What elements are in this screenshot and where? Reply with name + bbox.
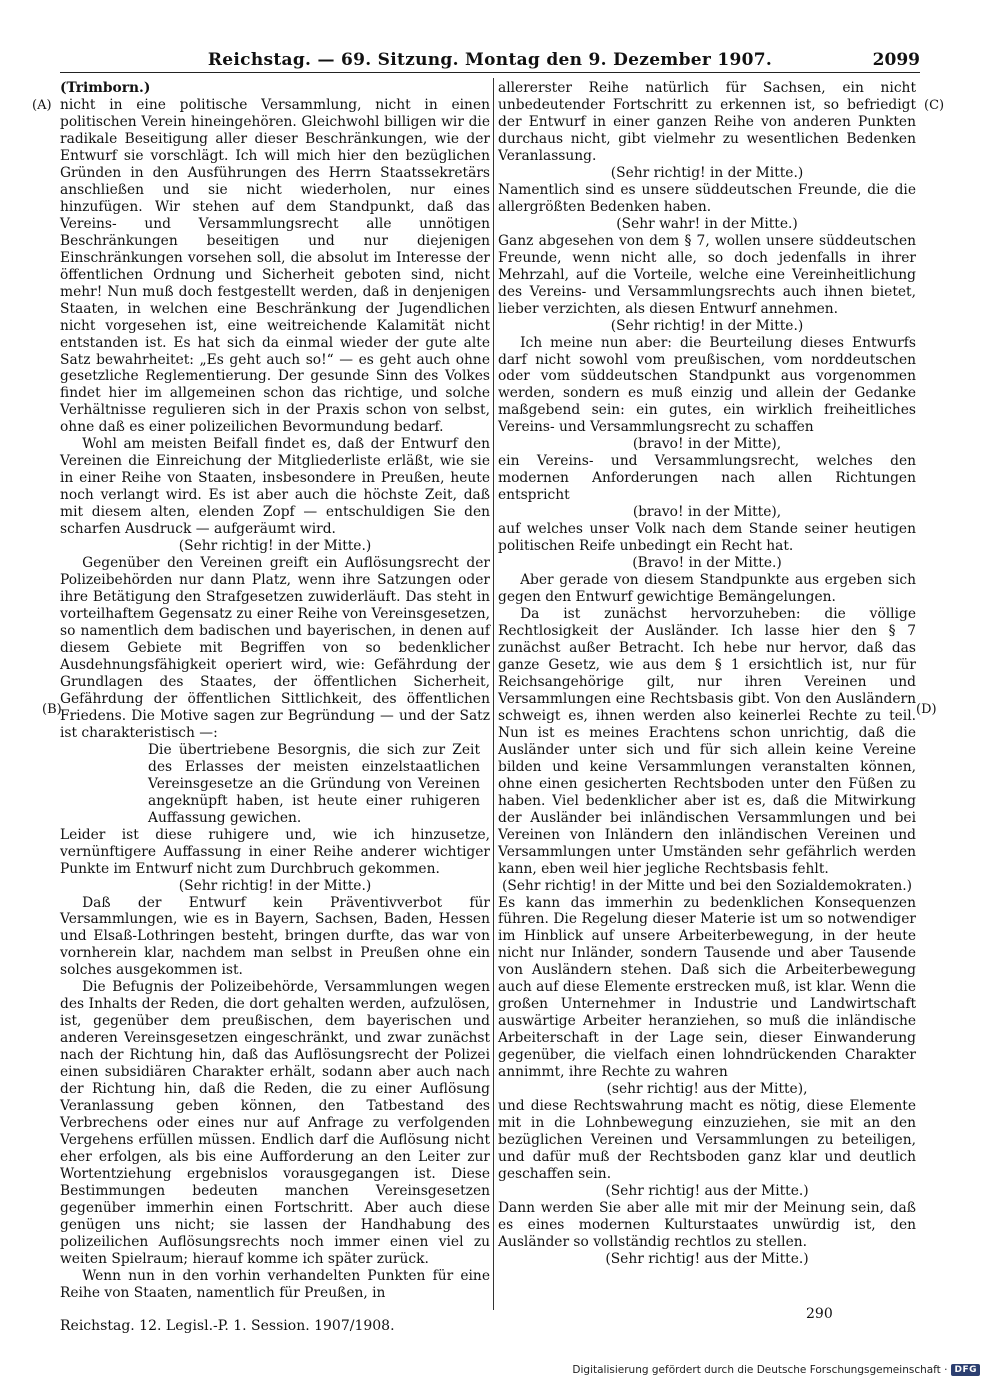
- interjection: (Sehr richtig! aus der Mitte.): [605, 1250, 809, 1267]
- paragraph: Es kann das immerhin zu bedenklichen Konsequenzen führen. Die Regelung dieser Materie ist um so notwendiger im Hinblick auf unsere Arbeiterbewegung, in der heute nicht nur Inländer, sondern Tausende und aber Tausende von Ausländern stehen. Daß sich die Arbeiterbewegung auch auf diese Elemente erstrecken muß, ist klar. Wenn die großen Unternehmer in Industrie und Landwirtschaft auswärtige Arbeiter heranziehen, so muß die inländische Arbeiterschaft in der Lage sein, dieser Einwanderung gegenüber, die vielfach einen lohndrückenden Charakter annimmt, ihre Rechte zu wahren: [498, 894, 916, 1081]
- dfg-logo: DFG: [951, 1364, 980, 1376]
- page-number: 2099: [872, 50, 920, 70]
- column-divider: [493, 78, 494, 1310]
- page-header: [60, 50, 920, 73]
- paragraph: Die Befugnis der Polizeibehörde, Versammlungen wegen des Inhalts der Reden, die dort gehalten werden, aufzulösen, ist, gegenüber dem preußischen, dem bayerischen und anderen Vereinsgesetzen eingeschränkt, und zwar zunächst nach der Richtung hin, daß das Auflösungsrecht der Polizei einen subsidiären Charakter erhält, sodann aber auch nach der Richtung hin, daß die Reden, die zu einer Auflösung Veranlassung geben können, den Tatbestand des Verbrechens oder eines nur auf Anfrage zu verfolgenden Vergehens erfüllen müssen. Endlich darf die Auflösung nicht eher erfolgen, als bis eine Aufforderung an den Leiter zur Wortentziehung ergebnislos vorausgegangen ist. Diese Bestimmungen bedeuten manchen Vereinsgesetzen gegenüber immerhin einen Fortschritt. Aber auch diese genügen uns nicht; sie lassen der Handhabung des polizeilichen Auflösungsrechts noch immer einen viel zu weiten Spielraum; hierauf komme ich später zurück.: [60, 979, 490, 1267]
- paragraph: auf welches unser Volk nach dem Stande seiner heutigen politischen Reife unbedingt ein Recht hat.: [498, 521, 916, 555]
- interjection: (Sehr richtig! in der Mitte.): [178, 538, 372, 555]
- interjection: (Bravo! in der Mitte.): [632, 555, 782, 572]
- right-column: [498, 80, 916, 1268]
- left-column: [60, 80, 490, 1302]
- interjection: (sehr richtig! aus der Mitte),: [606, 1081, 808, 1098]
- interjection: (bravo! in der Mitte),: [632, 436, 782, 453]
- paragraph: Dann werden Sie aber alle mit mir der Meinung sein, daß es eines modernen Kulturstaates unwürdig ist, den Ausländer so vollständig rechtlos zu stellen.: [498, 1199, 916, 1250]
- paragraph: Ich meine nun aber: die Beurteilung dieses Entwurfs darf nicht sowohl vom preußischen, vom norddeutschen oder vom süddeutschen Standpunkt aus vorgenommen werden, sondern es muß einzig und allein der Gedanke maßgebend sein: ein gutes, ein wirklich freiheitliches Vereins- und Versammlungsrecht zu schaffen: [498, 334, 916, 436]
- paragraph: Da ist zunächst hervorzuheben: die völlige Rechtlosigkeit der Ausländer. Ich lasse hier den § 7 zunächst außer Betracht. Ich hebe nur hervor, daß das ganze Gesetz, wie aus dem § 1 ersichtlich ist, nur für Reichsangehörige gilt, nur ihren Vereinen und Versammlungen eine Rechtsbasis gibt. Von den Ausländern schweigt es, ihnen werden also keinerlei Rechte zu teil. Nun ist es meines Erachtens schon unrichtig, daß die Ausländer unter sich und für sich allein keine Vereine bilden und keine Versammlungen veranstalten können, ohne einen gesicherten Rechtsboden unter den Füßen zu haben. Viel bedenklicher aber ist es, daß die Mitwirkung der Ausländer bei inländischen Versammlungen und bei Vereinen von Inländern den inländischen Vereinen und Versammlungen unter Umständen sehr gefährlich werden kann, eben weil hier jegliche Rechtsbasis fehlt.: [498, 606, 916, 877]
- paragraph: Gegenüber den Vereinen greift ein Auflösungsrecht der Polizeibehörden nur dann Platz, wenn ihre Satzungen oder ihre Betätigung den Strafgesetzen zuwiderläuft. Das steht in vorteilhaftem Gegensatz zu einer Reihe von Vereinsgesetzen, so namentlich dem badischen und bayerischen, in denen auf diesem Gebiete mit Begriffen von so bedenklicher Ausdehnungsfähigkeit operiert wird, wie: Gefährdung der Grundlagen des Staates, der öffentlichen Sicherheit, Gefährdung der öffentlichen Sittlichkeit, des öffentlichen Friedens. Die Motive sagen zur Begründung — und der Satz ist charakteristisch —:: [60, 555, 490, 741]
- paragraph: Daß der Entwurf kein Präventivverbot für Versammlungen, wie es in Bayern, Sachsen, Baden, Hessen und Elsaß-Lothringen besteht, bringen durfte, das war von vornherein klar, nachdem man selbst in Preußen ohne ein solches ausgekommen ist.: [60, 894, 490, 979]
- paragraph: Leider ist diese ruhigere und, wie ich hinzusetze, vernünftigere Auffassung in einer Reihe anderer wichtiger Punkte im Entwurf nicht zum Durchbruch gekommen.: [60, 826, 490, 877]
- footer-signature: 290: [806, 1306, 833, 1322]
- sponsor-text: Digitalisierung gefördert durch die Deutsche Forschungsgemeinschaft ·: [572, 1364, 948, 1376]
- interjection: (Sehr richtig! in der Mitte.): [178, 877, 372, 894]
- margin-marker-b: (B): [42, 702, 62, 717]
- paragraph: Aber gerade von diesem Standpunkte aus ergeben sich gegen den Entwurf gewichtige Bemängelungen.: [498, 572, 916, 606]
- paragraph: Ganz abgesehen von dem § 7, wollen unsere süddeutschen Freunde, wenn nicht alle, so doch jedenfalls in ihrer Mehrzahl, auf die Vorteile, welche eine Vereinheitlichung des Vereins- und Versammlungsrechts auch ihnen bietet, lieber verzichten, als diesen Entwurf annehmen.: [498, 232, 916, 317]
- margin-marker-c: (C): [924, 98, 945, 113]
- interjection: (Sehr richtig! in der Mitte und bei den Sozialdemokraten.): [501, 877, 913, 894]
- interjection: (Sehr richtig! in der Mitte.): [610, 317, 804, 334]
- interjection: (Sehr wahr! in der Mitte.): [616, 215, 798, 232]
- interjection: (bravo! in der Mitte),: [632, 504, 782, 521]
- header-title: Reichstag. — 69. Sitzung. Montag den 9. Dezember 1907.: [207, 50, 773, 70]
- margin-marker-a: (A): [32, 98, 52, 113]
- paragraph: und diese Rechtswahrung macht es nötig, diese Elemente mit in die Lohnbewegung einzuziehen, sie mit an den bezüglichen Vereinen und Versammlungen zu beteiligen, und dafür muß der Rechtsboden ganz klar und deutlich geschaffen sein.: [498, 1098, 916, 1182]
- sponsor-note: [572, 1364, 980, 1376]
- paragraph: Namentlich sind es unsere süddeutschen Freunde, die die allergrößten Bedenken haben.: [498, 181, 916, 215]
- paragraph: Die übertriebene Besorgnis, die sich zur Zeit des Erlasses der meisten einzelstaatlichen Vereinsgesetze an die Gründung von Vereinen angeknüpft haben, ist heute einer ruhigeren Auffassung gewichen.: [148, 741, 480, 826]
- paragraph: nicht in eine politische Versammlung, nicht in einen politischen Verein hineingehören. Gleichwohl billigen wir die radikale Beseitigung aller dieser Beschränkungen, wie der Entwurf sie vorschlägt. Ich will mich hier den bezüglichen Gründen in den Ausführungen des Herrn Staatssekretärs anschließen und sie nicht wiederholen, nur eines hinzufügen. Wir stehen auf dem Standpunkt, daß das Vereins- und Versammlungsrecht alle unnötigen Beschränkungen beseitigen und nur diejenigen Einschränkungen vorsehen soll, die absolut im Interesse der öffentlichen Ordnung und Sicherheit geboten sind, nicht mehr! Nun muß doch festgestellt werden, daß in denjenigen Staaten, in welchen eine Beschränkung der Jugendlichen nicht vorgesehen ist, eine weitreichende Kalamität nicht entstanden ist. Es hat sich da einmal wieder der gute alte Satz bewahrheitet: „Es geht auch so!“ — es geht auch ohne gesetzliche Reglementierung. Der gesunde Sinn des Volkes findet hier im allgemeinen schon das richtige, und solche Verhältnisse regulieren sich in der Praxis schon von selbst, ohne daß es einer polizeilichen Bevormundung bedarf.: [60, 96, 490, 436]
- paragraph: Wenn nun in den vorhin verhandelten Punkten für eine Reihe von Staaten, namentlich für Preußen, in: [60, 1267, 490, 1301]
- paragraph: ein Vereins- und Versammlungsrecht, welches den modernen Anforderungen nach allen Richtungen entspricht: [498, 453, 916, 504]
- interjection: (Sehr richtig! aus der Mitte.): [605, 1182, 809, 1199]
- interjection: (Sehr richtig! in der Mitte.): [610, 164, 804, 181]
- paragraph: allererster Reihe natürlich für Sachsen, ein nicht unbedeutender Fortschritt zu erkennen ist, so befriedigt der Entwurf in einer ganzen Reihe von anderen Punkten durchaus nicht, gibt vielmehr zu wesentlichen Bedenken Veranlassung.: [498, 80, 916, 164]
- footer-session: Reichstag. 12. Legisl.-P. 1. Session. 1907/1908.: [60, 1318, 395, 1334]
- margin-marker-d: (D): [916, 702, 937, 717]
- speaker-label: (Trimborn.): [60, 80, 151, 96]
- paragraph: Wohl am meisten Beifall findet es, daß der Entwurf den Vereinen die Einreichung der Mitgliederliste erläßt, wie sie in einer Reihe von Staaten, insbesondere in Preußen, heute noch verlangt wird. Es ist aber auch die höchste Zeit, daß mit diesem alten, elenden Zopf — entschuldigen Sie den scharfen Ausdruck — aufgeräumt wird.: [60, 436, 490, 538]
